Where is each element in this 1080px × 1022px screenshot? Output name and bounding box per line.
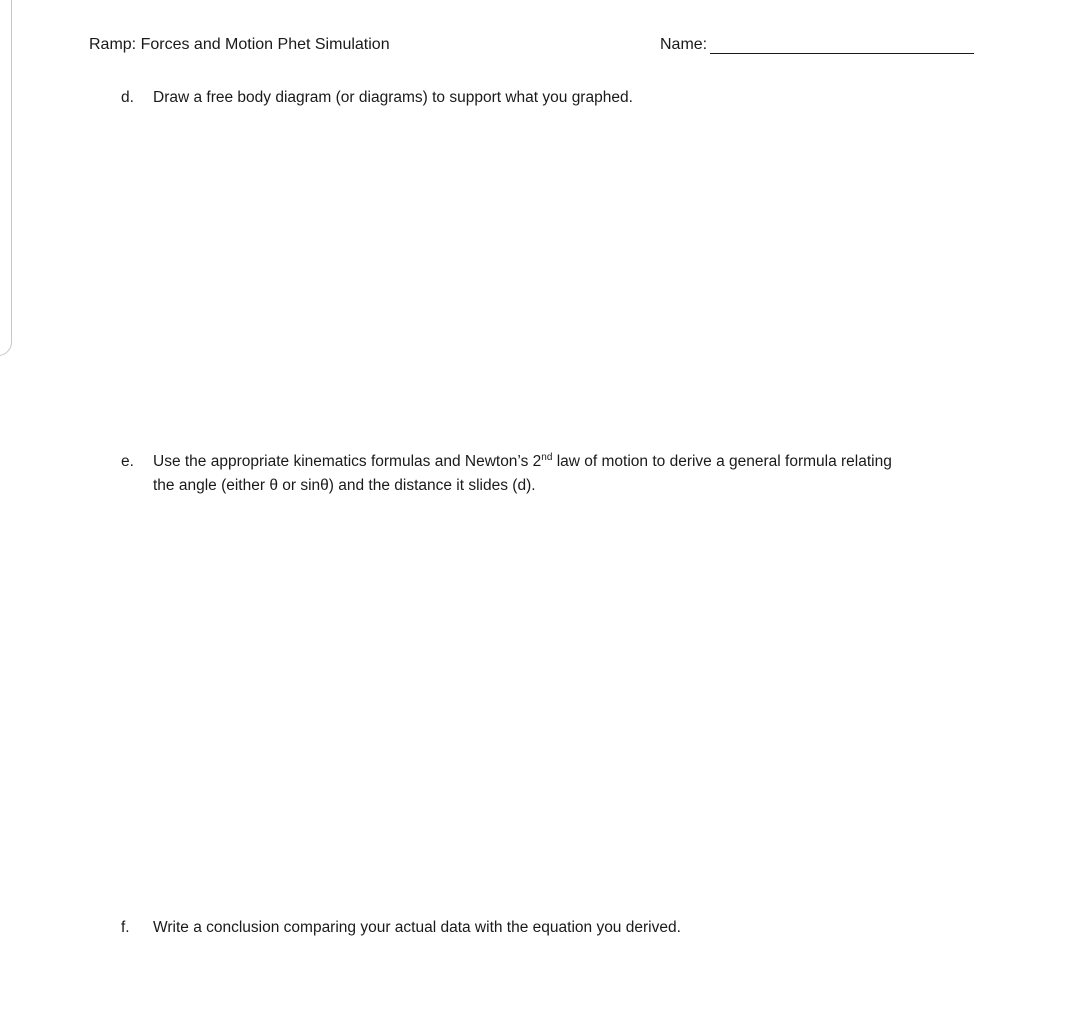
question-e-text-line2: the angle (either θ or sinθ) and the distance it slides (d). [153,477,536,494]
page-frame-edge [0,0,12,356]
question-e-text-start: Use the appropriate kinematics formulas and Newton’s 2 [153,453,542,470]
name-label: Name: [660,36,708,53]
question-e-text [153,450,983,498]
question-d-text: Draw a free body diagram (or diagrams) to support what you graphed. [153,89,633,106]
question-e [121,450,991,500]
question-e-text-line1-end: law of motion to derive a general formula relating [552,453,892,470]
name-blank-line [710,53,974,54]
question-f-text: Write a conclusion comparing your actual data with the equation you derived. [153,919,681,936]
question-e-superscript: nd [541,451,553,463]
question-d-letter: d. [121,89,134,106]
question-f-letter: f. [121,919,130,936]
question-e-letter: e. [121,453,134,470]
worksheet-title: Ramp: Forces and Motion Phet Simulation [89,36,390,53]
